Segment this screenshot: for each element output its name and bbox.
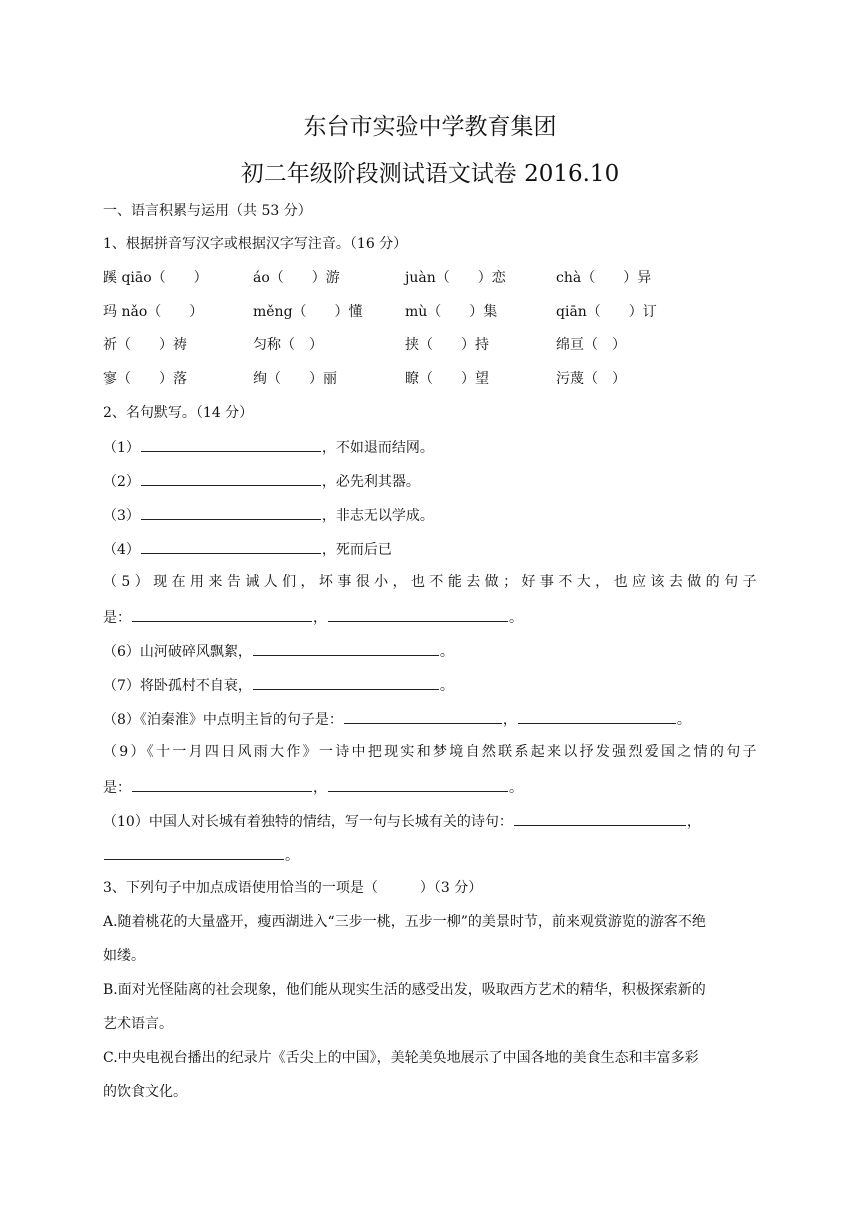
school-title: 东台市实验中学教育集团 (303, 114, 557, 140)
pinyin-cell: 绵亘（ ） (556, 337, 626, 353)
fill-item-1: （1） ，不如退而结网。 (103, 434, 434, 460)
question-3-prompt: 3、下列句子中加点成语使用恰当的一项是（ ）（3 分） (103, 880, 483, 896)
option-b-line1: B.面对光怪陆离的社会现象，他们能从现实生活的感受出发，吸取西方艺术的精华，积极探索新的 (103, 982, 706, 998)
pinyin-cell: juàn（ ）恋 (405, 270, 506, 286)
fill-item-7: （7）将卧孤村不自衰， 。 (103, 672, 454, 698)
fill-item-2: （2） ，必先利其器。 (103, 468, 420, 494)
answer-blank[interactable] (132, 604, 312, 622)
answer-blank[interactable] (328, 604, 508, 622)
fill-item-4: （4） ，死而后已 (103, 536, 392, 562)
pinyin-cell: qiān（ ）订 (556, 304, 657, 320)
pinyin-cell: 瞭（ ）望 (405, 371, 489, 387)
option-c-line2: 的饮食文化。 (103, 1084, 187, 1100)
fill-item-3: （3） ，非志无以学成。 (103, 502, 434, 528)
answer-blank[interactable] (253, 672, 439, 690)
question-1-prompt: 1、根据拼音写汉字或根据汉字写注音。（16 分） (103, 236, 408, 252)
pinyin-cell: 寥（ ）落 (103, 371, 187, 387)
answer-blank[interactable] (141, 468, 321, 486)
answer-blank[interactable] (328, 774, 508, 792)
pinyin-cell: 污蔑（ ） (556, 371, 626, 387)
answer-blank[interactable] (132, 774, 312, 792)
pinyin-cell: 绚（ ）丽 (253, 371, 337, 387)
fill-item-5-line1: （5）现在用来告诫人们，坏事很小，也不能去做；好事不大，也应该去做的句子 (103, 574, 757, 590)
pinyin-cell: 匀称（ ） (253, 337, 323, 353)
option-b-line2: 艺术语言。 (103, 1016, 173, 1032)
fill-item-9-line2: 是： ， 。 (103, 774, 523, 800)
question-2-prompt: 2、名句默写。（14 分） (103, 405, 254, 421)
pinyin-cell: áo（ ）游 (253, 270, 340, 286)
answer-blank[interactable] (518, 706, 676, 724)
exam-title: 初二年级阶段测试语文试卷 2016.10 (240, 161, 620, 187)
answer-blank[interactable] (253, 638, 439, 656)
answer-blank[interactable] (141, 434, 321, 452)
pinyin-cell: 挟（ ）持 (405, 337, 489, 353)
fill-item-6: （6）山河破碎风飘絮， 。 (103, 638, 454, 664)
answer-blank[interactable] (104, 842, 284, 860)
pinyin-cell: chà（ ）异 (556, 270, 652, 286)
pinyin-cell: mù（ ）集 (405, 304, 498, 320)
fill-item-10-line2: 。 (103, 842, 299, 868)
fill-item-10-line1: （10）中国人对长城有着独特的情结，写一句与长城有关的诗句： ， (103, 808, 701, 834)
fill-item-5-line2: 是： ， 。 (103, 604, 523, 630)
pinyin-cell: 祈（ ）祷 (103, 337, 187, 353)
answer-blank[interactable] (344, 706, 502, 724)
option-c-line1: C.中央电视台播出的纪录片《舌尖上的中国》，美轮美奂地展示了中国各地的美食生态和丰富多彩 (103, 1050, 699, 1066)
option-a-line1: A.随着桃花的大量盛开，瘦西湖进入“三步一桃，五步一柳”的美景时节，前来观赏游览的游客不绝 (103, 914, 706, 930)
answer-blank[interactable] (514, 808, 686, 826)
answer-blank[interactable] (141, 536, 321, 554)
pinyin-cell: 玛 nǎo（ ） (103, 304, 204, 320)
answer-blank[interactable] (141, 502, 321, 520)
pinyin-cell: 蹊 qiāo（ ） (103, 270, 208, 286)
fill-item-8: （8）《泊秦淮》中点明主旨的句子是： ， 。 (103, 706, 691, 732)
option-a-line2: 如缕。 (103, 948, 145, 964)
fill-item-9-line1: （9）《十一月四日风雨大作》一诗中把现实和梦境自然联系起来以抒发强烈爱国之情的句子 (103, 744, 757, 760)
section-heading: 一、语言积累与运用（共 53 分） (103, 203, 312, 219)
pinyin-cell: měng（ ）懂 (253, 304, 363, 320)
